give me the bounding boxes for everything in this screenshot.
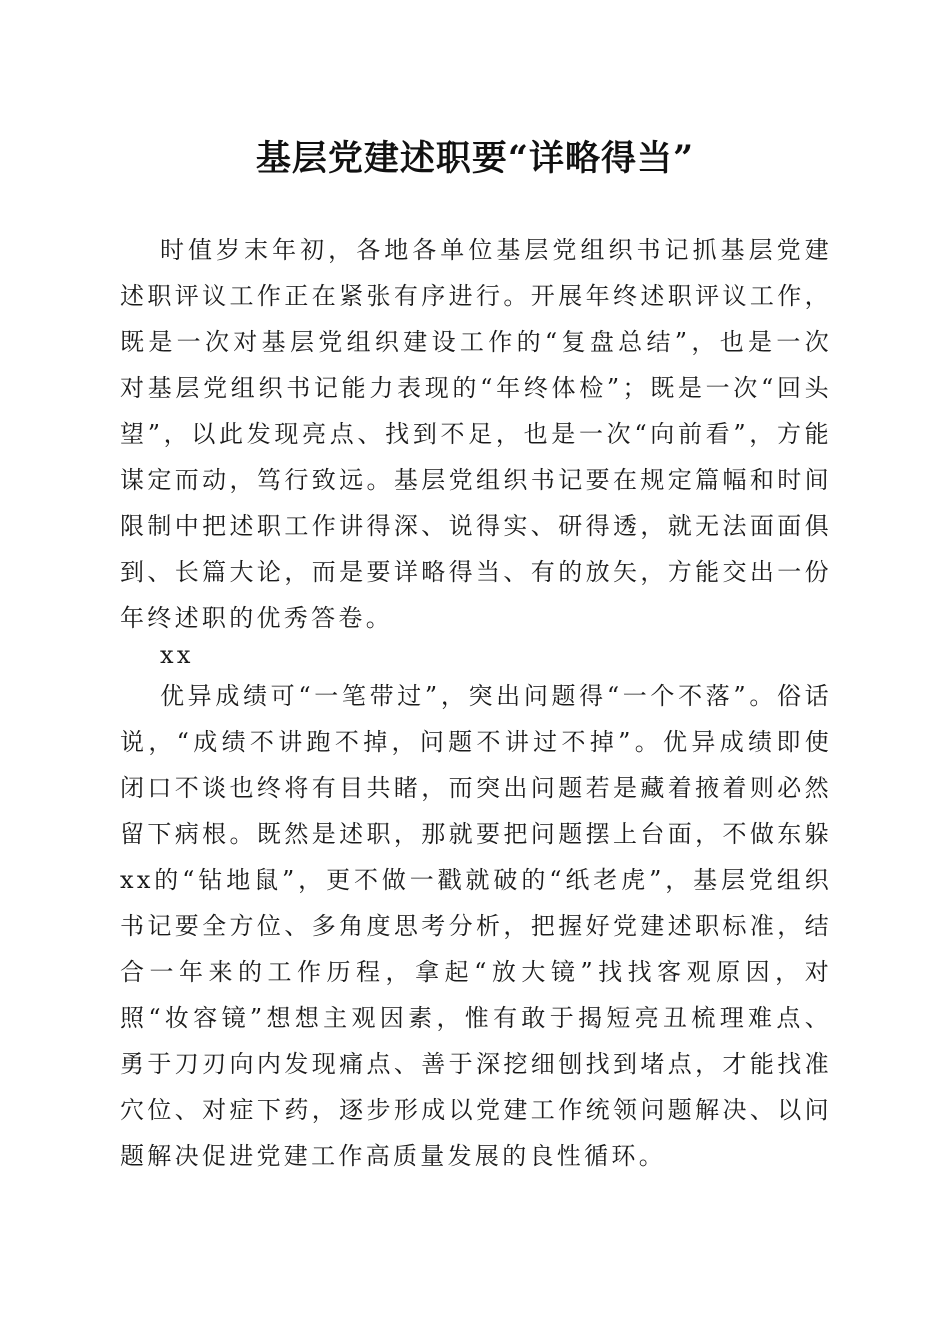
paragraph-intro: 时值岁末年初，各地各单位基层党组织书记抓基层党建述职评议工作正在紧张有序进行。开展年终述职评议工作，既是一次对基层党组织建设工作的“复盘总结”，也是一次对基层党组织书记能力表现的“年终体检”；既是一次“回头望”，以此发现亮点、找到不足，也是一次“向前看”，方能谋定而动，笃行致远。基层党组织书记要在规定篇幅和时间限制中把述职工作讲得深、说得实、研得透，就无法面面俱到、长篇大论，而是要详略得当、有的放矢，方能交出一份年终述职的优秀答卷。: [120, 236, 832, 632]
paragraph-achievements-problems: 优异成绩可“一笔带过”，突出问题得“一个不落”。俗话说，“成绩不讲跑不掉，问题不讲过不掉”。优异成绩即使闭口不谈也终将有目共睹，而突出问题若是藏着掖着则必然留下病根。既然是述职，那就要把问题摆上台面，不做东躲xx的“钻地鼠”，更不做一戳就破的“纸老虎”，基层党组织书记要全方位、多角度思考分析，把握好党建述职标准，结合一年来的工作历程，拿起“放大镜”找找客观原因，对照“妆容镜”想想主观因素，惟有敢于揭短亮丑梳理难点、勇于刀刃向内发现痛点、善于深挖细刨找到堵点，才能找准穴位、对症下药，逐步形成以党建工作统领问题解决、以问题解决促进党建工作高质量发展的良性循环。: [120, 682, 832, 1170]
paragraph-placeholder: xx: [160, 641, 194, 669]
document-title: 基层党建述职要“详略得当”: [255, 138, 695, 179]
